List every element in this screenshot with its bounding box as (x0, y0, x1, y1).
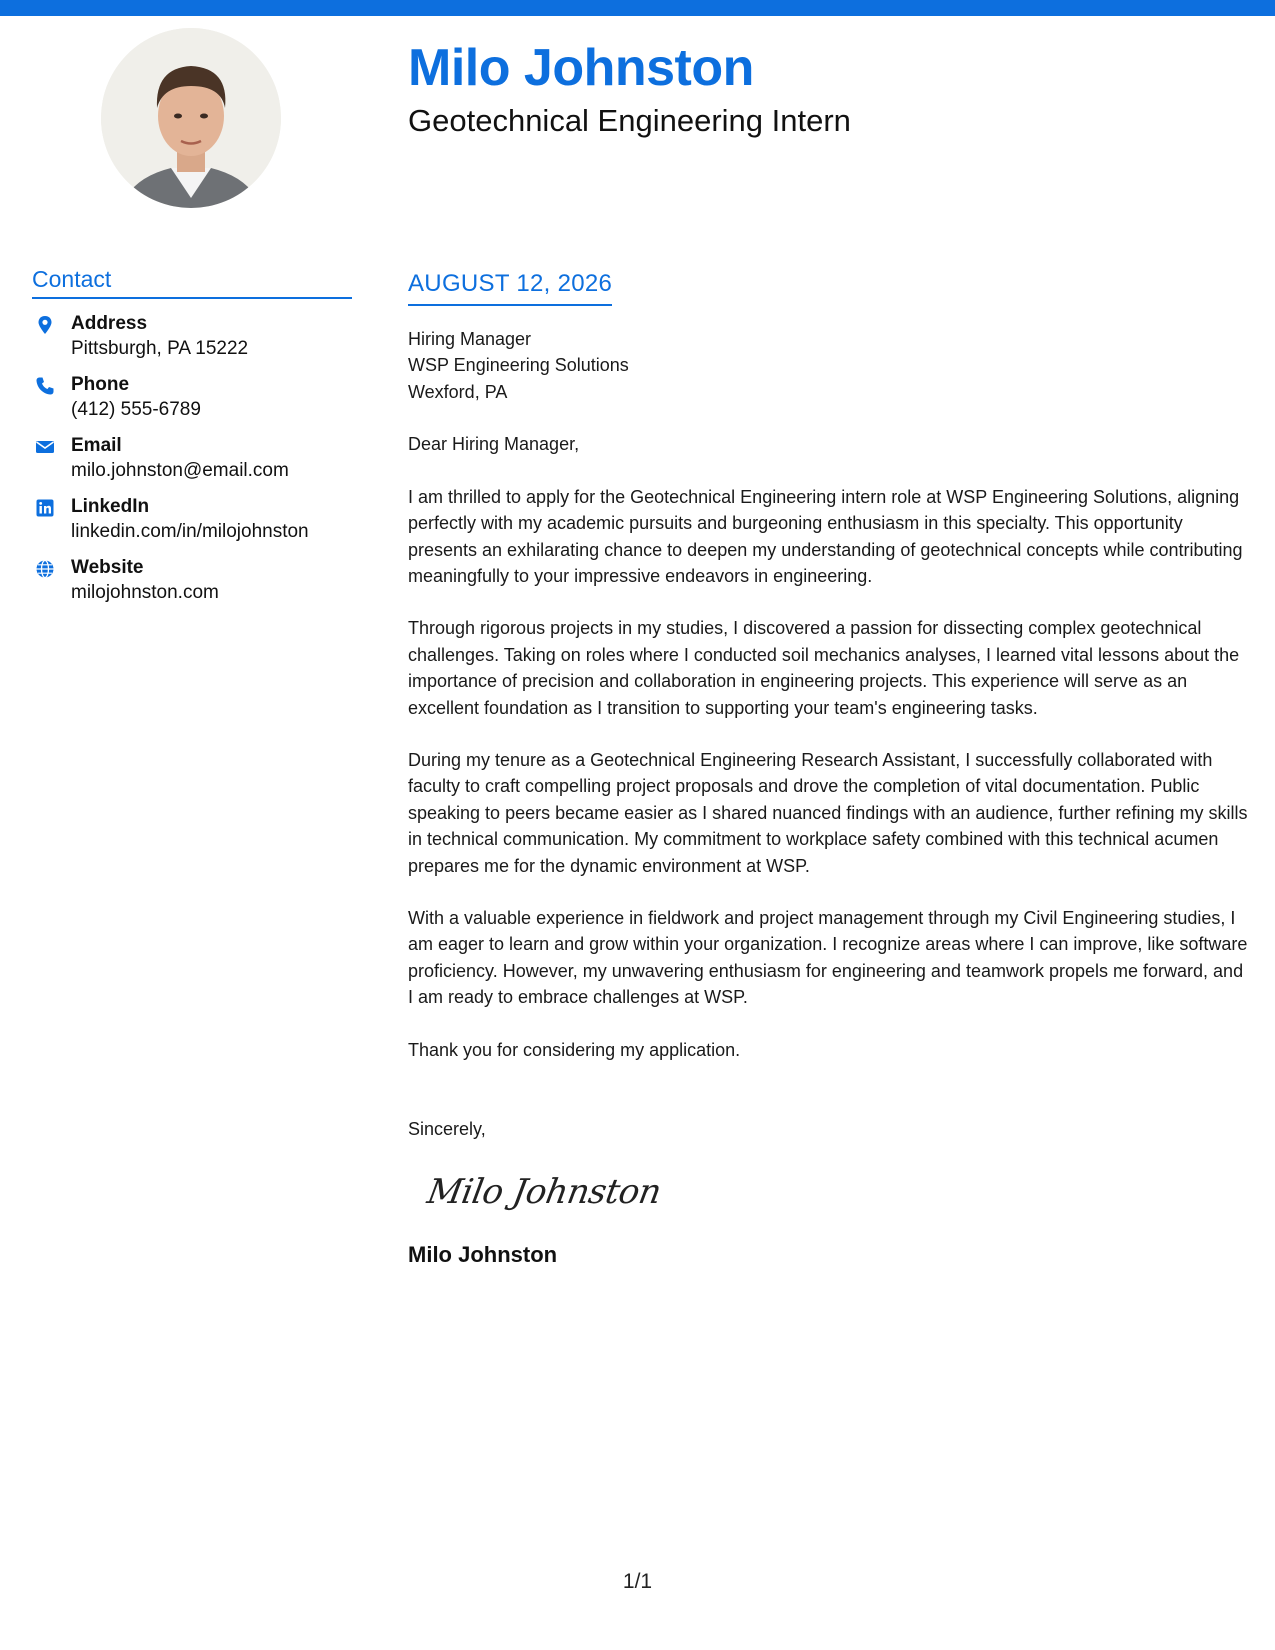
closing: Sincerely, (408, 1119, 486, 1140)
contact-item-phone (32, 372, 352, 422)
letter-body (408, 270, 1253, 1268)
contact-label: Website (71, 556, 144, 578)
body-paragraph: Thank you for considering my application. (408, 1039, 741, 1060)
signer-name: Milo Johnston (408, 1242, 558, 1268)
contact-value: linkedin.com/in/milojohnston (71, 520, 309, 542)
page-number: 1/1 (622, 1570, 653, 1593)
contact-value: Pittsburgh, PA 15222 (71, 337, 249, 359)
body-paragraph: During my tenure as a Geotechnical Engineering Research Assistant, I successfully collaborated with faculty to craft compelling project proposals and drove the completion of vital documentation. Public speaking to peers became easier as I shared nuanced findings with an audience, further refining my skills in technical communication. My commitment to workplace safety combined with this technical acumen prepares me for the dynamic environment at WSP. (408, 749, 1248, 876)
globe-icon (35, 559, 55, 579)
contact-value: milojohnston.com (71, 581, 219, 603)
contact-label: Phone (71, 373, 130, 395)
contact-heading: Contact (32, 266, 352, 299)
phone-icon (35, 376, 55, 396)
handwritten-signature: Milo Johnston (424, 1172, 665, 1213)
linkedin-icon (35, 498, 55, 518)
map-pin-icon (35, 315, 55, 335)
salutation: Dear Hiring Manager, (408, 434, 580, 455)
portrait-photo (101, 28, 281, 208)
job-title: Geotechnical Engineering Intern (408, 103, 851, 138)
contact-item-website (32, 555, 352, 605)
contact-value: milo.johnston@email.com (71, 459, 289, 481)
contact-sidebar (32, 266, 352, 616)
contact-label: LinkedIn (71, 495, 150, 517)
recipient-line: Wexford, PA (408, 381, 508, 402)
recipient-line: Hiring Manager (408, 328, 532, 349)
contact-label: Email (71, 434, 122, 456)
body-paragraph: Through rigorous projects in my studies, I discovered a passion for dissecting complex geotechnical challenges. Taking on roles where I conducted soil mechanics analyses, I learned vital lessons about the importance of precision and collaboration in engineering projects. This experience will serve as an excellent foundation as I transition to supporting your team's engineering tasks. (408, 618, 1240, 718)
avatar (101, 28, 281, 208)
envelope-icon (35, 437, 55, 457)
recipient-block (408, 326, 1253, 406)
contact-item-email (32, 433, 352, 483)
body-paragraph: With a valuable experience in fieldwork and project management through my Civil Engineering studies, I am eager to learn and grow within your organization. I recognize areas where I can improve, like software proficiency. However, my unwavering enthusiasm for engineering and teamwork propels me forward, and I am ready to embrace challenges at WSP. (408, 907, 1248, 1008)
contact-item-linkedin (32, 494, 352, 544)
letter-date: AUGUST 12, 2026 (408, 270, 612, 306)
contact-item-address (32, 311, 352, 361)
top-accent-bar (0, 0, 1275, 16)
contact-value: (412) 555-6789 (71, 398, 201, 420)
contact-label: Address (71, 312, 148, 334)
recipient-line: WSP Engineering Solutions (408, 355, 629, 376)
applicant-name: Milo Johnston (408, 39, 754, 97)
body-paragraph: I am thrilled to apply for the Geotechnical Engineering intern role at WSP Engineering Solutions, aligning perfectly with my academic pursuits and burgeoning enthusiasm in this specialty. This opportunity presents an exhilarating chance to deepen my understanding of geotechnical concepts while contributing meaningfully to your impressive endeavors in engineering. (408, 486, 1243, 586)
